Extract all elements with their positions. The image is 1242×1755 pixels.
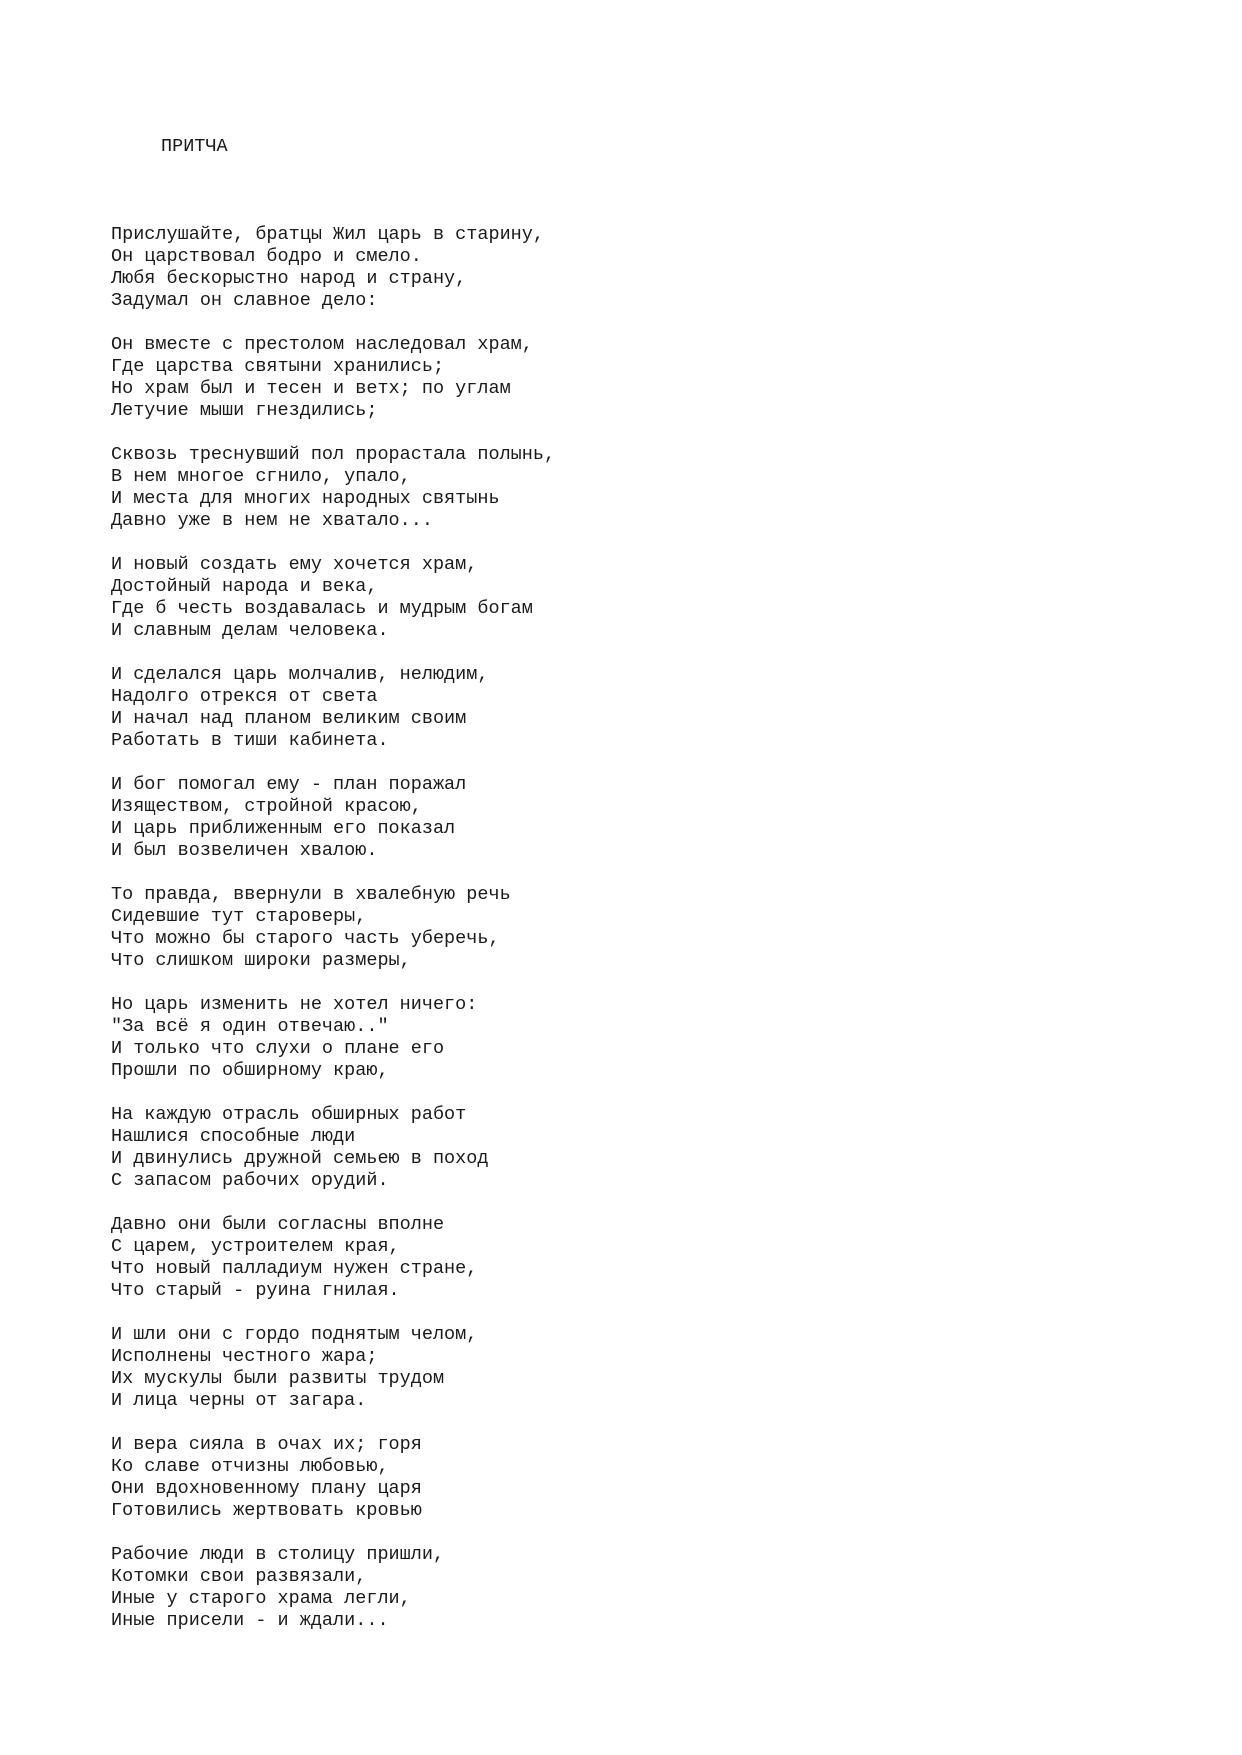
poem-line: И был возвеличен хвалою.: [111, 840, 378, 861]
poem-line: Давно они были согласны вполне: [111, 1214, 445, 1235]
poem-line: Иные у старого храма легли,: [111, 1588, 411, 1609]
poem-line: Иные присели - и ждали...: [111, 1610, 389, 1631]
poem-line: Достойный народа и века,: [111, 576, 378, 597]
poem-line: Надолго отрекся от света: [111, 686, 378, 707]
poem-line: Он вместе с престолом наследовал храм,: [111, 334, 533, 355]
poem-title: ПРИТЧА: [161, 136, 228, 157]
poem-line: Ко славе отчизны любовью,: [111, 1456, 389, 1477]
poem-line: Где б честь воздавалась и мудрым богам: [111, 598, 533, 619]
poem-line: Котомки свои развязали,: [111, 1566, 367, 1587]
poem-line: И царь приближенным его показал: [111, 818, 456, 839]
poem-line: Но храм был и тесен и ветх; по углам: [111, 378, 511, 399]
poem-line: Сидевшие тут староверы,: [111, 906, 367, 927]
poem-line: Что можно бы старого часть уберечь,: [111, 928, 500, 949]
stanza: [111, 1104, 555, 1192]
poem-line: Задумал он славное дело:: [111, 290, 378, 311]
poem-line: И начал над планом великим своим: [111, 708, 467, 729]
stanza: [111, 334, 555, 422]
stanza: [111, 554, 555, 642]
poem-line: Летучие мыши гнездились;: [111, 400, 378, 421]
poem-line: И сделался царь молчалив, нелюдим,: [111, 664, 489, 685]
poem-body: [111, 224, 555, 1654]
poem-line: Но царь изменить не хотел ничего:: [111, 994, 478, 1015]
poem-line: Он царствовал бодро и смело.: [111, 246, 422, 267]
poem-line: Что новый палладиум нужен стране,: [111, 1258, 478, 1279]
poem-line: И лица черны от загара.: [111, 1390, 367, 1411]
poem-line: Что слишком широки размеры,: [111, 950, 411, 971]
poem-line: В нем многое сгнило, упало,: [111, 466, 411, 487]
stanza: [111, 224, 555, 312]
poem-line: И славным делам человека.: [111, 620, 389, 641]
poem-line: Рабочие люди в столицу пришли,: [111, 1544, 445, 1565]
stanza: [111, 1544, 555, 1632]
poem-line: Что старый - руина гнилая.: [111, 1280, 400, 1301]
poem-line: И бог помогал ему - план поражал: [111, 774, 467, 795]
poem-line: Они вдохновенному плану царя: [111, 1478, 422, 1499]
poem-line: И вера сияла в очах их; горя: [111, 1434, 422, 1455]
poem-line: Нашлися способные люди: [111, 1126, 356, 1147]
stanza: [111, 1434, 555, 1522]
poem-line: На каждую отрасль обширных работ: [111, 1104, 467, 1125]
poem-line: И шли они с гордо поднятым челом,: [111, 1324, 478, 1345]
stanza: [111, 664, 555, 752]
poem-line: С царем, устроителем края,: [111, 1236, 400, 1257]
poem-line: Готовились жертвовать кровью: [111, 1500, 422, 1521]
poem-line: Сквозь треснувший пол прорастала полынь,: [111, 444, 556, 465]
poem-line: Работать в тиши кабинета.: [111, 730, 389, 751]
stanza: [111, 774, 555, 862]
poem-line: Их мускулы были развиты трудом: [111, 1368, 445, 1389]
poem-line: И новый создать ему хочется храм,: [111, 554, 478, 575]
poem-line: И только что слухи о плане его: [111, 1038, 445, 1059]
poem-line: Исполнены честного жара;: [111, 1346, 378, 1367]
poem-line: Прислушайте, братцы Жил царь в старину,: [111, 224, 544, 245]
poem-line: "За всё я один отвечаю..": [111, 1016, 389, 1037]
poem-line: И двинулись дружной семьею в поход: [111, 1148, 489, 1169]
poem-line: Любя бескорыстно народ и страну,: [111, 268, 467, 289]
stanza: [111, 444, 555, 532]
stanza: [111, 884, 555, 972]
poem-line: Давно уже в нем не хватало...: [111, 510, 433, 531]
poem-line: То правда, ввернули в хвалебную речь: [111, 884, 511, 905]
poem-line: И места для многих народных святынь: [111, 488, 500, 509]
stanza: [111, 994, 555, 1082]
poem-line: Изяществом, стройной красою,: [111, 796, 422, 817]
poem-line: Прошли по обширному краю,: [111, 1060, 389, 1081]
poem-line: С запасом рабочих орудий.: [111, 1170, 389, 1191]
stanza: [111, 1324, 555, 1412]
stanza: [111, 1214, 555, 1302]
poem-line: Где царства святыни хранились;: [111, 356, 445, 377]
